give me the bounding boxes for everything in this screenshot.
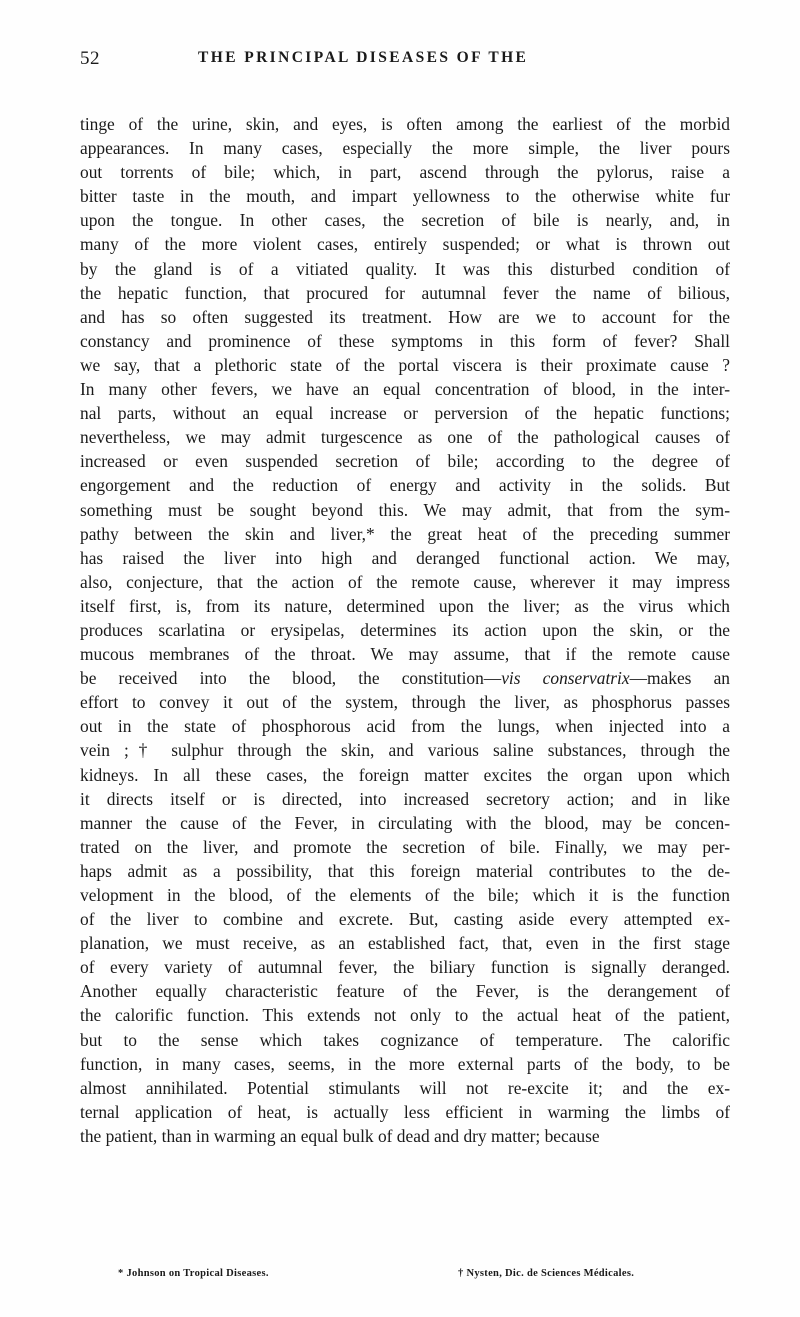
text-line: effort to convey it out of the system, through the liver, as phosphorus passes	[80, 692, 730, 713]
text-line: we say, that a plethoric state of the portal viscera is their proximate cause ?	[80, 354, 730, 375]
text-line: nevertheless, we may admit turgescence as one of the pathological causes of	[80, 427, 730, 448]
text-line: In many other fevers, we have an equal concentration of blood, in the inter-	[80, 379, 730, 400]
page-number: 52	[80, 48, 100, 69]
text-line: but to the sense which takes cognizance of temperature. The calorific	[80, 1029, 730, 1050]
text-line: haps admit as a possibility, that this foreign material contributes to the de-	[80, 860, 730, 881]
text-line: the calorific function. This extends not only to the actual heat of the patient,	[80, 1005, 730, 1026]
text-line: the hepatic function, that procured for autumnal fever the name of bilious,	[80, 282, 730, 303]
text-line: be received into the blood, the constitution—vis conservatrix—makes an	[80, 668, 730, 689]
text-line: by the gland is of a vitiated quality. It was this disturbed condition of	[80, 258, 730, 279]
text-line: Another equally characteristic feature of the Fever, is the derangement of	[80, 981, 730, 1002]
text-line: manner the cause of the Fever, in circulating with the blood, may be concen-	[80, 812, 730, 833]
text-line: velopment in the blood, of the elements of the bile; which it is the function	[80, 885, 730, 905]
text-line: produces scarlatina or erysipelas, determines its action upon the skin, or the	[80, 619, 730, 640]
text-line: itself first, is, from its nature, determined upon the liver; as the virus which	[80, 595, 730, 616]
text-line: appearances. In many cases, especially the more simple, the liver pours	[80, 138, 730, 159]
text-line: of the liver to combine and excrete. But, casting aside every attempted ex-	[80, 909, 730, 930]
page-header	[80, 48, 735, 70]
text-line: constancy and prominence of these symptoms in this form of fever? Shall	[80, 330, 730, 351]
text-line: many of the more violent cases, entirely suspended; or what is thrown out	[80, 234, 730, 255]
text-line: of every variety of autumnal fever, the biliary function is signally deranged.	[80, 957, 730, 978]
text-line: also, conjecture, that the action of the remote cause, wherever it may impress	[80, 571, 730, 592]
text-line: function, in many cases, seems, in the more external parts of the body, to be	[80, 1053, 730, 1074]
text-line: has raised the liver into high and deranged functional action. We may,	[80, 547, 730, 568]
text-line: upon the tongue. In other cases, the secretion of bile is nearly, and, in	[80, 210, 730, 231]
text-line: almost annihilated. Potential stimulants will not re-excite it; and the ex-	[80, 1077, 730, 1098]
text-line: tinge of the urine, skin, and eyes, is often among the earliest of the morbid	[80, 114, 730, 134]
text-line: out in the state of phosphorous acid from the lungs, when injected into a	[80, 716, 730, 737]
text-line: pathy between the skin and liver,* the great heat of the preceding summer	[80, 523, 730, 544]
text-line: engorgement and the reduction of energy and activity in the solids. But	[80, 475, 730, 496]
text-line: out torrents of bile; which, in part, ascend through the pylorus, raise a	[80, 162, 730, 183]
footnote-johnson: * Johnson on Tropical Diseases.	[118, 1268, 269, 1279]
text-line: vein ;† sulphur through the skin, and various saline substances, through the	[80, 740, 730, 761]
footnotes	[80, 1268, 730, 1286]
text-line: the patient, than in warming an equal bulk of dead and dry matter; because	[80, 1125, 600, 1146]
text-line: and has so often suggested its treatment. How are we to account for the	[80, 306, 730, 327]
text-line: planation, we must receive, as an established fact, that, even in the first stage	[80, 933, 730, 954]
text-line: ternal application of heat, is actually less efficient in warming the limbs of	[80, 1101, 730, 1122]
text-line: kidneys. In all these cases, the foreign matter excites the organ upon which	[80, 764, 730, 785]
running-head: THE PRINCIPAL DISEASES OF THE	[198, 49, 529, 66]
body-paragraph	[80, 112, 730, 1148]
text-line: bitter taste in the mouth, and impart yellowness to the otherwise white fur	[80, 186, 730, 207]
text-line: increased or even suspended secretion of bile; according to the degree of	[80, 451, 730, 472]
text-line: it directs itself or is directed, into increased secretory action; and in like	[80, 788, 730, 809]
text-line: something must be sought beyond this. We may admit, that from the sym-	[80, 499, 730, 520]
text-line: trated on the liver, and promote the secretion of bile. Finally, we may per-	[80, 836, 730, 857]
footnote-nysten: † Nysten, Dic. de Sciences Médicales.	[458, 1268, 635, 1279]
text-line: nal parts, without an equal increase or perversion of the hepatic functions;	[80, 403, 730, 424]
text-line: mucous membranes of the throat. We may assume, that if the remote cause	[80, 644, 730, 665]
